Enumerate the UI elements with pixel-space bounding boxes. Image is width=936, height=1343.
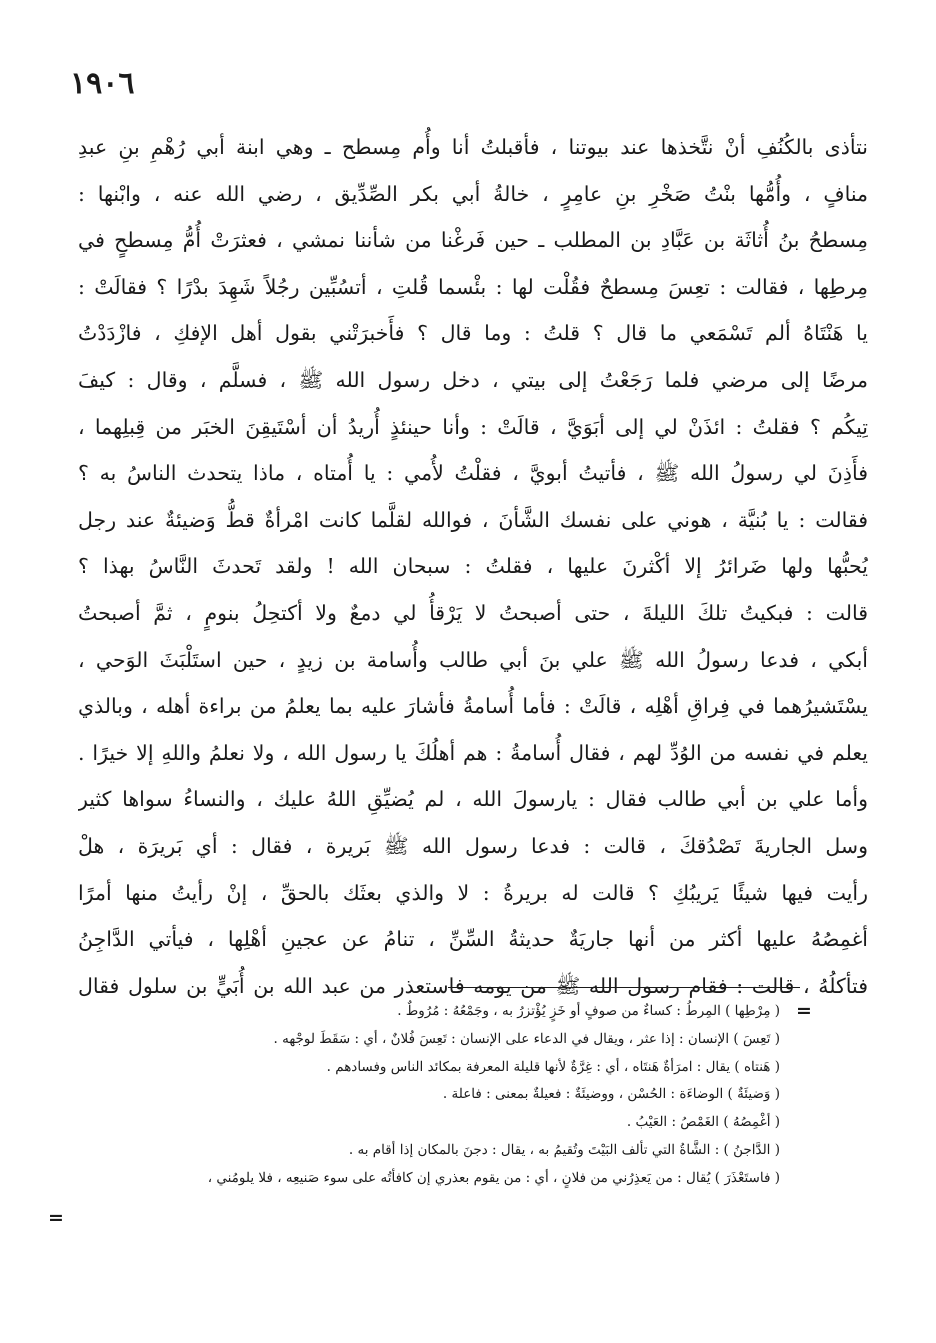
main-text-line: فقالت : يا بُنيَّة ، هوني على نفسك الشَّأنَ ، فوالله لقلَّما كانت امْرأةٌ قطُّ وَضيئةٌ عند رجل xyxy=(78,507,868,532)
main-text-line: أبكي ، فدعا رسولُ الله ﷺ علي بنَ أبي طالب وأُسامة بن زيدٍ ، حين استَلْبَثَ الوَحي ، xyxy=(78,647,868,672)
footnote-line: ( أغْمِصُهُ ) الغَمْصُ : العَيْبُ . xyxy=(626,1114,780,1131)
main-text-line: يا هَنْتَاهُ ألم تَسْمَعي ما قال ؟ قلتُ : وما قال ؟ فأَخبرَتْني بقول أهل الإفكِ ، فازْدَدْتُ xyxy=(78,321,868,346)
main-text-line: يُحبُّها ولها ضَرائرُ إلا أكْثرنَ عليها ، فقلتُ : سبحان الله ! ولقد تَحدثَ النَّاسُ بهذا ؟ xyxy=(78,554,868,579)
main-text-line: منافٍ ، وأُمُّها بنْتُ صَخْرِ بنِ عامِرٍ ، خالةُ أبي بكر الصِّدِّيق ، رضي الله عنه ، وابْنها : xyxy=(78,181,868,206)
main-text-line: فأَذِنَ لي رسولُ الله ﷺ ، فأتيتُ أبويَّ ، فقلْتُ لأُمي : يا أُمتاه ، ماذا يتحدث الناسُ به ؟ xyxy=(78,461,868,486)
main-text-line: مرضًا إلى مرضي فلما رَجَعْتُ إلى بيتي ، دخل رسول الله ﷺ ، فسلَّم ، وقال : كيفَ xyxy=(78,367,868,392)
footnotes-section xyxy=(60,998,780,1193)
page-number: ١٩٠٦ xyxy=(70,66,135,101)
main-text-line: وسل الجاريةَ تَصْدُقكَ ، قالت : فدعا رسول الله ﷺ بَريرة ، فقال : أي بَريرَة ، هلْ xyxy=(78,833,868,858)
main-text-line: مِرطِها ، فقالت : تعِسَ مِسطحٌ فقُلْت لها : بئْسما قُلتِ ، أتسُبِّين رجُلاً شَهِدَ بدْرًا ؟ فقالَتْ : xyxy=(78,274,868,299)
main-text-line: أغمِصُهُ عليها أكثر من أنها جاريَةٌ حديثةُ السِّنِّ ، تنامُ عن عجينِ أهْلِها ، فيأتي الدَّاجِنُ xyxy=(78,927,868,952)
main-text-line: فتأكلُهُ ، قالت : فقام رسول الله ﷺ من يومه فاستعذر من عبد الله بن أُبَيٍّ بن سلول فقال xyxy=(78,973,868,998)
main-text-line: يعلم في نفسه من الوُدِّ لهم ، فقال أُسامةُ : هم أهلُكَ يا رسول الله ، ولا نعلمُ واللهِ إلا خيرًا . xyxy=(78,740,868,765)
footnote-line: ( مِرْطِها ) المِرطُ : كساءٌ من صوفٍ أو خَزٍ يُؤْتزرُ به ، وجَمْعُهُ : مُرُوطٌ . xyxy=(397,1003,780,1019)
footnote-line: ( هَنتاه ) يقال : امرَأةٌ هَنتَاه ، أي : غِرَّةٌ لأنها قليلة المعرفة بمكائد الناس وفسادهم . xyxy=(326,1058,780,1075)
main-text-line: قالت : فبكيتُ تلكَ الليلةَ ، حتى أصبحتُ لا يَرْقأُ لي دمعٌ ولا أكتحِلُ بنومٍ ، ثمَّ أصبحتُ xyxy=(78,600,868,625)
footnote-line: ( تَعِسَ ) الإنسان : إذا عثر ، ويقال في الدعاء على الإنسان : تَعِسَ فُلانٌ ، أي : سَقَطَ لوجْهه . xyxy=(273,1030,780,1047)
footnote-line: ( فاستَعْذَرَ ) يُقال : من يَعذِرُني من فلانٍ ، أي : من يقوم بعذري إن كافأتُه على سوء صَنيعِه ، فلا يلومُني ، xyxy=(207,1169,780,1186)
footnote-divider xyxy=(448,987,800,988)
main-text-line: يسْتَشيرُهما في فِراقِ أهْلِه ، قالَتْ : فأما أُسامةُ فأشارَ عليه بما يعلمُ من براءة أهله ، وبالذي xyxy=(78,694,868,719)
main-text-line: وأما علي بن أبي طالب فقال : يارسولَ الله ، لم يُضيِّقِ اللهُ عليك ، والنساءُ سواها كثير xyxy=(78,787,868,812)
footnote-line: ( الدَّاجنُ ) : الشَّاةُ التي تألف البَيْتَ وتُقيمُ به ، يقال : دجنَ بالمكان إذا أقام به . xyxy=(348,1141,780,1158)
continuation-mark-bottom: = xyxy=(48,1207,64,1229)
continuation-mark-top: = xyxy=(796,1000,812,1022)
main-text-line: نتأذى بالكُنُفِ أنْ نتَّخذها عند بيوتنا ، فأقبلتُ أنا وأُم مِسطح ـ وهي ابنة أبي رُهْمِ بنِ عبدِ xyxy=(78,135,868,159)
main-text-body xyxy=(78,124,868,1009)
main-text-line: تِيكُم ؟ فقلتُ : ائذَنْ لي إلى أبَوَيَّ ، قالَتْ : وأنا حينئذٍ أُريدُ أن أسْتَيقِنَ الخبَر من قِبلِهما ، xyxy=(78,414,868,439)
main-text-line: مِسطحُ بنُ أُثاثَة بن عَبَّادِ بن المطلب ـ حين فَرغْنا من شأننا نمشي ، فعثرَتْ أُمُّ مِسطحٍ في xyxy=(78,228,868,253)
footnote-line: ( وَضيئَةٌ ) الوضاءَة : الحُسْن ، ووضيئَةٌ : فعيلةٌ بمعنى : فاعلة . xyxy=(442,1086,780,1103)
main-text-line: رأيت فيها شيئًا يَريبُكِ ؟ قالت له بريرةُ : لا والذي بعثَك بالحقِّ ، إنْ رأيتُ منها أمرًا xyxy=(78,880,868,905)
